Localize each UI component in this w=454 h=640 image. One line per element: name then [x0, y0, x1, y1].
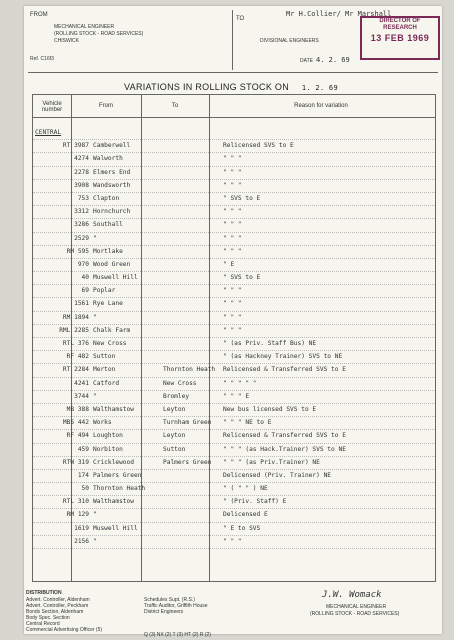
from-line-3: CHISWICK	[54, 38, 79, 44]
table-row	[33, 140, 435, 153]
reason-text: " " "	[223, 181, 242, 189]
table-row	[33, 496, 435, 509]
reason-text: Relicensed SVS to E	[223, 142, 294, 150]
vehicle-number: 753	[77, 194, 89, 202]
vehicle-number: 2156	[74, 537, 89, 545]
table-row	[33, 153, 435, 166]
table-row	[33, 523, 435, 536]
distribution-item: Body Spec. Section	[26, 615, 70, 621]
sign-line-2: (ROLLING STOCK - ROAD SERVICES)	[310, 611, 400, 617]
from-garage: Elmers End	[93, 168, 131, 176]
vehicle-number: 2529	[74, 234, 89, 242]
th-vehicle: Vehicle number	[41, 101, 63, 113]
reason-text: " " "	[223, 326, 242, 334]
to-text: DIVISIONAL ENGINEERS	[260, 38, 319, 44]
table-row	[33, 391, 435, 404]
reason-text: " " "	[223, 300, 242, 308]
reason-text: " " "	[223, 287, 242, 295]
vehicle-number: 40	[81, 274, 89, 282]
reason-text: " " "	[223, 168, 242, 176]
vehicle-number: RTL 310	[62, 498, 89, 506]
stamp-line-2: RESEARCH	[383, 25, 417, 31]
table-row	[33, 246, 435, 259]
table-row	[33, 351, 435, 364]
to-garage: Leyton	[163, 432, 186, 440]
from-garage: Loughton	[93, 432, 123, 440]
date-value: 4. 2. 69	[316, 56, 350, 64]
distribution-item: Advert. Controller, Aldenham	[26, 597, 90, 603]
table-row	[33, 338, 435, 351]
reason-text: " " "	[223, 221, 242, 229]
table-row	[33, 206, 435, 219]
header-divider	[232, 10, 233, 70]
received-stamp	[360, 16, 440, 60]
reason-text: " " "	[223, 155, 242, 163]
th-from: From	[99, 103, 113, 109]
reason-text: " (Priv. Staff) E	[223, 498, 287, 506]
title-text: VARIATIONS IN ROLLING STOCK ON	[124, 82, 290, 92]
table-row	[33, 325, 435, 338]
table-rows	[33, 127, 435, 549]
reason-text: " " "	[223, 537, 242, 545]
from-garage: Poplar	[93, 287, 116, 295]
table-row	[33, 364, 435, 377]
table-row	[33, 193, 435, 206]
reason-text: Relicensed & Transferred SVS to E	[223, 366, 346, 374]
from-line-1: MECHANICAL ENGINEER	[54, 24, 115, 30]
vehicle-number: 50	[81, 485, 89, 493]
vehicle-number: 1619	[74, 524, 89, 532]
vehicle-number: RT 3987	[62, 142, 89, 150]
table-row	[33, 233, 435, 246]
reason-text: " SVS to E	[223, 274, 261, 282]
from-garage: Norbiton	[93, 445, 123, 453]
signature: J.W. Womack	[322, 590, 382, 600]
from-garage: Wood Green	[93, 260, 131, 268]
to-garage: Thornton Heath	[163, 366, 216, 374]
vehicle-number: 3908	[74, 181, 89, 189]
vehicle-number: 3286	[74, 221, 89, 229]
reason-text: " " "	[223, 247, 242, 255]
sign-line-1: MECHANICAL ENGINEER	[326, 604, 387, 610]
table-header	[33, 95, 435, 118]
reason-text: " " "	[223, 234, 242, 242]
vehicle-number: RM 1894	[62, 313, 89, 321]
reason-text: " " "	[223, 313, 242, 321]
vehicle-number: 1561	[74, 300, 89, 308]
from-garage: Hornchurch	[93, 208, 131, 216]
to-garage: Leyton	[163, 405, 186, 413]
stamp-line-1: DIRECTOR OF	[379, 18, 421, 24]
from-garage: Cricklewood	[93, 458, 134, 466]
table-row	[33, 483, 435, 496]
page-title	[124, 82, 338, 92]
date-label: DATE	[300, 58, 313, 64]
table-row	[33, 180, 435, 193]
vehicle-number: 174	[77, 471, 89, 479]
reason-text: " SVS to E	[223, 194, 261, 202]
form-sheet	[24, 6, 442, 638]
from-garage: "	[93, 537, 97, 545]
reason-text: " " " (as Priv.Trainer) NE	[223, 458, 320, 466]
reason-text: " E	[223, 260, 235, 268]
vehicle-number: RF 494	[66, 432, 89, 440]
from-line-2: (ROLLING STOCK - ROAD SERVICES)	[54, 31, 144, 37]
from-label: FROM	[30, 12, 48, 18]
reason-text: " " " NE to E	[223, 419, 272, 427]
vehicle-number: 4274	[74, 155, 89, 163]
from-garage: Palmers Green	[93, 471, 142, 479]
section-label: CENTRAL	[35, 129, 62, 136]
distribution-item: District Engineers	[144, 609, 184, 615]
vehicle-number: RTW 319	[62, 458, 89, 466]
title-date: 1. 2. 69	[301, 84, 338, 92]
vehicle-number: 4241	[74, 379, 89, 387]
to-garage: Sutton	[163, 445, 186, 453]
distribution-item: Bonds Section, Aldenham	[26, 609, 84, 615]
reason-text: Relicensed & Transferred SVS to E	[223, 432, 346, 440]
table-row	[33, 219, 435, 232]
to-garage: Palmers Green	[163, 458, 212, 466]
vehicle-number: 3744	[74, 392, 89, 400]
vehicle-number: 2278	[74, 168, 89, 176]
ref-number: Ref. C16f3	[30, 56, 54, 62]
reason-text: " " " " "	[223, 379, 257, 387]
vehicle-number: RT 2284	[62, 366, 89, 374]
from-garage: "	[93, 313, 97, 321]
table-row	[33, 536, 435, 549]
table-row	[33, 470, 435, 483]
from-garage: Camberwell	[93, 142, 131, 150]
table-row	[33, 444, 435, 457]
from-garage: Clapton	[93, 194, 120, 202]
distribution-item: Central Record	[26, 621, 60, 627]
table-row	[33, 417, 435, 430]
table-row	[33, 404, 435, 417]
reason-text: " (as Priv. Staff Bus) NE	[223, 340, 317, 347]
vehicle-number: 3312	[74, 208, 89, 216]
from-garage: Thornton Heath	[93, 485, 146, 493]
to-garage: Bromley	[163, 392, 190, 400]
vehicle-number: RTL 376	[62, 340, 89, 347]
distribution-item: Schedules Supt. (R.S.)	[144, 597, 195, 603]
from-garage: New Cross	[93, 340, 127, 347]
vehicle-number: 69	[81, 287, 89, 295]
table-row	[33, 272, 435, 285]
from-garage: Rye Lane	[93, 300, 123, 308]
table-row	[33, 298, 435, 311]
reason-text: Delicensed (Priv. Trainer) NE	[223, 471, 332, 479]
reason-text: " (as Hackney Trainer) SVS to NE	[223, 353, 343, 361]
from-garage: Works	[93, 419, 112, 427]
table-row	[33, 167, 435, 180]
vehicle-number: 459	[77, 445, 89, 453]
distribution-codes: Q (3) NX (2) T (3) HT (2) R (2)	[144, 632, 211, 638]
variations-table	[32, 94, 436, 582]
stamp-date: 13 FEB 1969	[370, 33, 430, 43]
from-garage: Muswell Hill	[93, 524, 138, 532]
table-row	[33, 127, 435, 140]
reason-text: " " "	[223, 208, 242, 216]
table-row	[33, 378, 435, 391]
reason-text: " ( " " ) NE	[223, 485, 268, 493]
vehicle-number: MBS 442	[62, 419, 89, 427]
from-garage: Southall	[93, 221, 123, 229]
vehicle-number: RF 482	[66, 353, 89, 361]
vehicle-number: RM 595	[66, 247, 89, 255]
from-garage: Walthamstow	[93, 498, 134, 506]
reason-text: " " " (as Hack.Trainer) SVS to NE	[223, 445, 346, 453]
from-garage: "	[93, 234, 97, 242]
th-reason: Reason for variation	[294, 103, 348, 109]
from-garage: Walworth	[93, 155, 123, 163]
to-handwritten: Mr H.Collier/ Mr Marshall	[286, 10, 392, 18]
vehicle-number: RML 2285	[59, 326, 89, 334]
reason-text: " E to SVS	[223, 524, 261, 532]
from-garage: Catford	[93, 379, 120, 387]
table-row	[33, 430, 435, 443]
distribution-item: Commercial Advertising Officer (5)	[26, 627, 103, 633]
from-garage: "	[93, 511, 97, 519]
from-garage: Merton	[93, 366, 116, 374]
from-garage: Mortlake	[93, 247, 123, 255]
to-garage: Turnham Green	[163, 419, 212, 427]
from-garage: Chalk Farm	[93, 326, 131, 334]
distribution-label: DISTRIBUTION	[26, 590, 62, 596]
th-to: To	[171, 103, 179, 109]
to-garage: New Cross	[163, 379, 197, 387]
vehicle-number: MB 388	[66, 405, 89, 413]
distribution-item: Traffic Auditor, Griffith House	[144, 603, 208, 609]
reason-text: Delicensed E	[223, 511, 268, 519]
distribution-item: Advert. Controller, Peckham	[26, 603, 89, 609]
reason-text: " " " E	[223, 392, 250, 400]
table-row	[33, 509, 435, 522]
vehicle-number: RM 129	[66, 511, 89, 519]
to-label: TO	[236, 16, 245, 22]
from-garage: Sutton	[93, 353, 116, 361]
header-rule	[28, 72, 438, 73]
table-row	[33, 259, 435, 272]
reason-text: New bus licensed SVS to E	[223, 405, 317, 413]
vehicle-number: 970	[77, 260, 89, 268]
from-garage: Muswell Hill	[93, 274, 138, 282]
table-row	[33, 285, 435, 298]
table-row	[33, 312, 435, 325]
from-garage: "	[93, 392, 97, 400]
from-garage: Wandsworth	[93, 181, 131, 189]
from-garage: Walthamstow	[93, 405, 134, 413]
table-row	[33, 457, 435, 470]
